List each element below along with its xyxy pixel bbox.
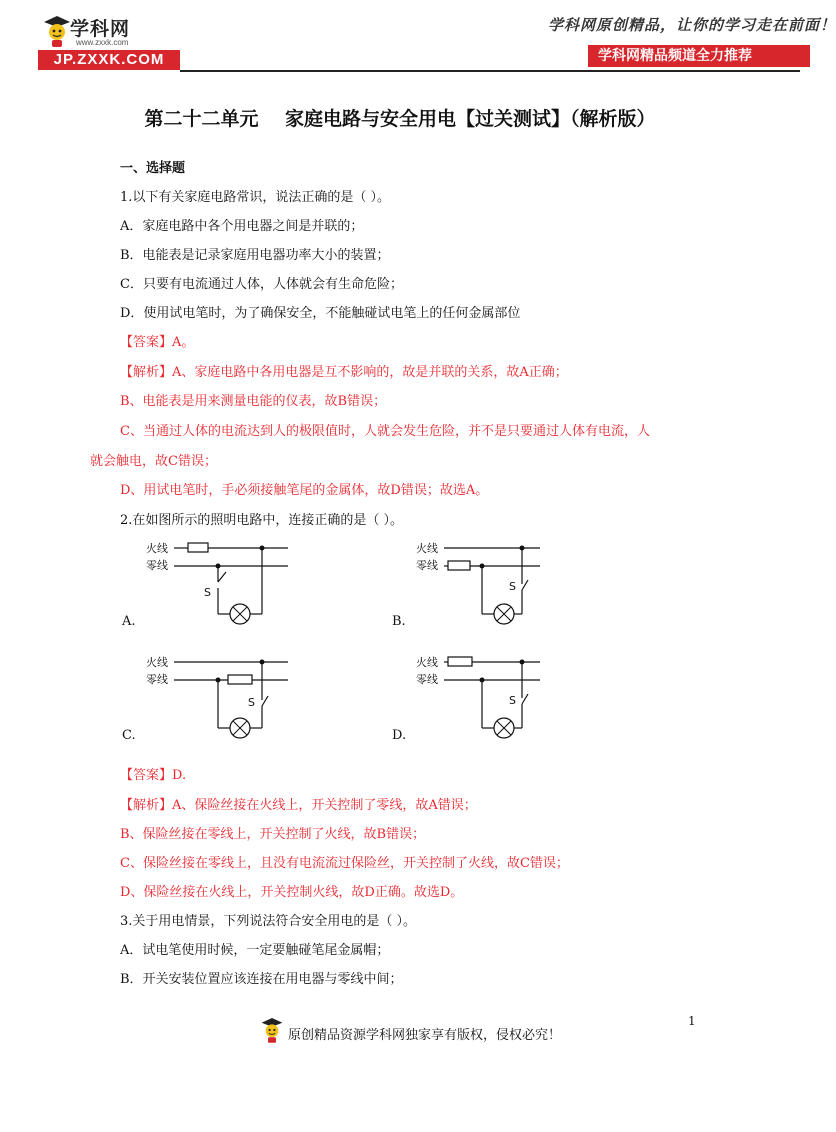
- q1-analysis-line: 【解析】A、家庭电路中各用电器是互不影响的，故是并联的关系，故A正确；: [120, 365, 568, 380]
- q1-analysis-line: 就会触电，故C错误；: [90, 454, 217, 469]
- switch-label: S: [509, 580, 516, 593]
- neutral-wire-label: 零线: [146, 673, 168, 686]
- fuse-icon: [448, 561, 470, 570]
- fuse-icon: [448, 657, 472, 666]
- switch-label: S: [509, 694, 516, 707]
- neutral-wire-label: 零线: [146, 559, 168, 572]
- q3-option-a: A．试电笔使用时候，一定要触碰笔尾金属帽；: [120, 943, 390, 958]
- logo-mascot-icon: [42, 14, 72, 48]
- live-wire-label: 火线: [416, 656, 438, 669]
- q2-analysis-line: B、保险丝接在零线上，开关控制了火线，故B错误；: [120, 827, 426, 842]
- live-wire-label: 火线: [146, 656, 168, 669]
- logo-domain-badge: JP.ZXXK.COM: [38, 50, 180, 70]
- circuit-diagram-a: [140, 538, 300, 628]
- q2-option-a-label: A.: [122, 614, 136, 629]
- fuse-icon: [188, 543, 208, 552]
- q1-option-d: D．使用试电笔时，为了确保安全，不能触碰试电笔上的任何金属部位: [120, 306, 521, 321]
- q1-answer: 【答案】A。: [120, 335, 195, 350]
- circuit-diagram-b: [410, 538, 570, 628]
- q1-analysis-line: C、当通过人体的电流达到人的极限值时，人就会发生危险，并不是只要通过人体有电流，人: [120, 424, 650, 439]
- q2-answer: 【答案】D.: [120, 768, 187, 783]
- switch-icon: [522, 694, 528, 704]
- switch-label: S: [204, 586, 211, 599]
- q2-option-d-label: D.: [392, 728, 407, 743]
- header-slogan: 学科网原创精品，让你的学习走在前面！: [548, 16, 836, 34]
- circuit-diagram-d: [410, 652, 570, 742]
- footer-copyright: 原创精品资源学科网独家享有版权，侵权必究！: [288, 1028, 562, 1043]
- logo-text: 学科网: [70, 18, 131, 40]
- header-banner: 学科网精品频道全力推荐: [588, 45, 810, 67]
- q1-option-b: B．电能表是记录家庭用电器功率大小的装置；: [120, 248, 390, 263]
- footer-mascot-icon: [260, 1016, 284, 1044]
- q2-stem: 2.在如图所示的照明电路中，连接正确的是（ ）。: [120, 513, 404, 528]
- page-number: 1: [688, 1014, 696, 1028]
- switch-icon: [262, 696, 268, 706]
- live-wire-label: 火线: [146, 542, 168, 555]
- live-wire-label: 火线: [416, 542, 438, 555]
- q1-option-c: C．只要有电流通过人体，人体就会有生命危险；: [120, 277, 403, 292]
- q2-option-c-label: C.: [122, 728, 136, 743]
- switch-icon: [522, 580, 528, 590]
- q1-analysis-line: B、电能表是用来测量电能的仪表，故B错误；: [120, 394, 387, 409]
- q2-analysis-line: 【解析】A、保险丝接在火线上，开关控制了零线，故A错误；: [120, 798, 477, 813]
- switch-icon: [218, 572, 226, 582]
- switch-label: S: [248, 696, 255, 709]
- q1-option-a: A．家庭电路中各个用电器之间是并联的；: [120, 219, 364, 234]
- document-title: 第二十二单元 家庭电路与安全用电【过关测试】（解析版）: [144, 108, 656, 130]
- q2-analysis-line: D、保险丝接在火线上，开关控制火线，故D正确。故选D。: [120, 885, 464, 900]
- q3-option-b: B．开关安装位置应该连接在用电器与零线中间；: [120, 972, 403, 987]
- q2-option-b-label: B.: [392, 614, 406, 629]
- q3-stem: 3.关于用电情景，下列说法符合安全用电的是（ ）。: [120, 914, 417, 929]
- logo-url: www.zxxk.com: [76, 38, 129, 47]
- q2-analysis-line: C、保险丝接在零线上，且没有电流流过保险丝，开关控制了火线，故C错误；: [120, 856, 569, 871]
- neutral-wire-label: 零线: [416, 673, 438, 686]
- q1-stem: 1.以下有关家庭电路常识，说法正确的是（ ）。: [120, 190, 391, 205]
- fuse-icon: [228, 675, 252, 684]
- neutral-wire-label: 零线: [416, 559, 438, 572]
- q1-analysis-line: D、用试电笔时，手必须接触笔尾的金属体，故D错误；故选A。: [120, 483, 489, 498]
- circuit-diagram-c: [140, 652, 300, 742]
- section-heading: 一、选择题: [120, 161, 186, 176]
- header-divider: [180, 70, 800, 72]
